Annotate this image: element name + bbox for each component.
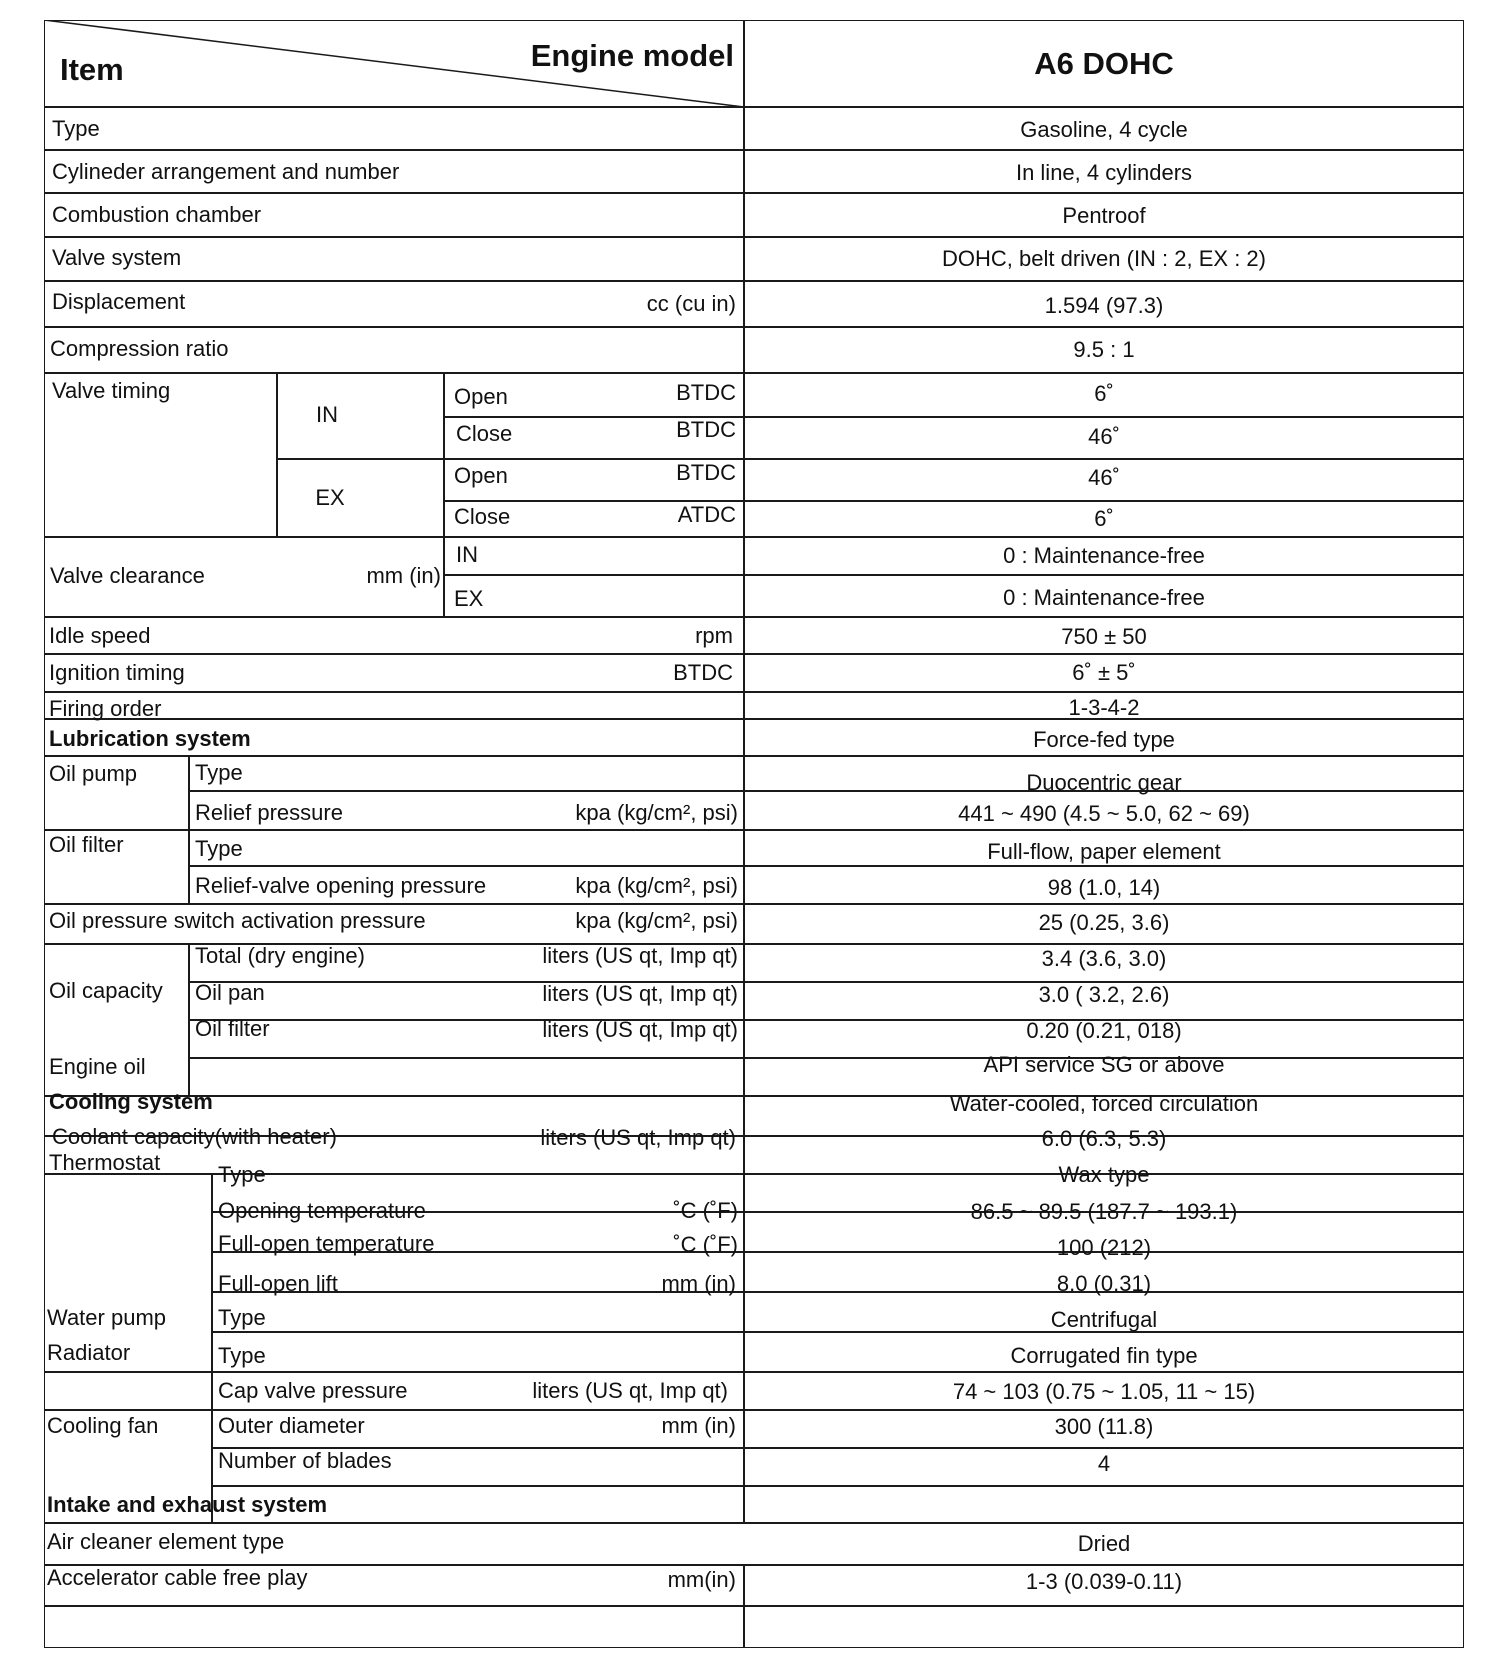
row-value: 8.0 (0.31) <box>1056 1271 1152 1296</box>
row-value: 100 (212) <box>1056 1235 1152 1260</box>
row-label: Oil pressure switch activation pressure <box>49 908 426 933</box>
row-value: Full-flow, paper element <box>987 839 1221 864</box>
sub-label: Number of blades <box>218 1448 392 1473</box>
row-label: Coolant capacity(with heater) <box>52 1124 337 1149</box>
row-value: 750 ± 50 <box>1061 624 1147 649</box>
item-header: Item <box>60 52 124 87</box>
sub-label: Relief-valve opening pressure <box>195 873 487 898</box>
row-value: Gasoline, 4 cycle <box>1020 117 1188 142</box>
valve-timing-ref: BTDC <box>676 460 736 485</box>
row-value: 9.5 : 1 <box>1073 337 1135 362</box>
sub-label: Cap valve pressure <box>218 1378 408 1403</box>
row-unit: liters (US qt, Imp qt) <box>540 1125 736 1150</box>
oil-filter-label: Oil filter <box>49 832 124 857</box>
row-value: Duocentric gear <box>1026 770 1182 795</box>
row-value: 86.5 ~ 89.5 (187.7 ~ 193.1) <box>970 1199 1238 1224</box>
row-value: 0 : Maintenance-free <box>1003 585 1205 610</box>
cooling-fan-label: Cooling fan <box>47 1413 159 1438</box>
row-label: Compression ratio <box>50 336 229 361</box>
row-value: 1-3-4-2 <box>1068 695 1140 720</box>
row-value: 6˚ <box>1094 381 1114 406</box>
row-value: Corrugated fin type <box>1010 1343 1198 1368</box>
row-value: Pentroof <box>1062 203 1146 228</box>
row-value: In line, 4 cylinders <box>1015 160 1193 185</box>
row-label: Air cleaner element type <box>47 1529 285 1554</box>
row-value: 0 : Maintenance-free <box>1003 543 1205 568</box>
row-label: Engine oil <box>49 1054 146 1079</box>
row-unit: kpa (kg/cm², psi) <box>575 873 738 898</box>
row-value: Force-fed type <box>1033 727 1175 752</box>
row-unit: mm (in) <box>661 1271 736 1296</box>
row-unit: BTDC <box>673 660 733 685</box>
section-lubrication: Lubrication system <box>49 726 251 751</box>
row-label: Idle speed <box>49 623 151 648</box>
water-pump-label: Water pump <box>47 1305 167 1330</box>
valve-timing-ex-open: Open <box>454 463 508 488</box>
sub-label: Oil filter <box>195 1016 270 1041</box>
sub-label: Type <box>218 1162 266 1187</box>
row-value: 0.20 (0.21, 018) <box>1026 1018 1182 1043</box>
row-value: 98 (1.0, 14) <box>1047 875 1161 900</box>
row-value: 6˚ <box>1094 506 1114 531</box>
row-value: 1-3 (0.039-0.11) <box>1025 1569 1183 1594</box>
model-name: A6 DOHC <box>1034 46 1174 81</box>
sub-label: Outer diameter <box>218 1413 365 1438</box>
row-unit: ˚C (˚F) <box>673 1232 738 1257</box>
valve-timing-label: Valve timing <box>52 378 171 403</box>
sub-label: Type <box>218 1305 266 1330</box>
sub-label: Type <box>195 760 243 785</box>
row-value: Water-cooled, forced circulation <box>949 1091 1259 1116</box>
row-unit: kpa (kg/cm², psi) <box>575 908 738 933</box>
row-label: Ignition timing <box>49 660 185 685</box>
row-value: Centrifugal <box>1050 1307 1158 1332</box>
row-unit: liters (US qt, Imp qt) <box>542 943 738 968</box>
sub-label: Type <box>218 1343 266 1368</box>
row-unit: mm(in) <box>667 1567 736 1592</box>
row-value: 1.594 (97.3) <box>1044 293 1164 318</box>
row-label: Combustion chamber <box>52 202 262 227</box>
row-unit: liters (US qt, Imp qt) <box>542 981 738 1006</box>
row-value: 300 (11.8) <box>1054 1414 1154 1439</box>
row-unit: liters (US qt, Imp qt) <box>532 1378 728 1403</box>
row-label: Displacement <box>52 289 186 314</box>
row-value: 46˚ <box>1088 424 1120 449</box>
row-value: 46˚ <box>1088 465 1120 490</box>
sub-label: Type <box>195 836 243 861</box>
row-unit: rpm <box>695 623 733 648</box>
row-value: 6˚ ± 5˚ <box>1072 660 1136 685</box>
valve-timing-in-close: Close <box>456 421 513 446</box>
sub-label: Full-open temperature <box>218 1231 435 1256</box>
row-value: DOHC, belt driven (IN : 2, EX : 2) <box>942 246 1266 271</box>
row-value: 25 (0.25, 3.6) <box>1038 910 1170 935</box>
engine-spec-table <box>44 20 1464 1648</box>
row-value: 74 ~ 103 (0.75 ~ 1.05, 11 ~ 15) <box>952 1379 1256 1404</box>
row-label: Type <box>52 116 100 141</box>
sub-label: Total (dry engine) <box>195 943 365 968</box>
row-value: Dried <box>1077 1531 1131 1556</box>
oil-pump-label: Oil pump <box>49 761 138 786</box>
thermostat-label: Thermostat <box>49 1150 161 1175</box>
row-label: Cylineder arrangement and number <box>52 159 400 184</box>
row-value: 6.0 (6.3, 5.3) <box>1041 1126 1167 1151</box>
sub-label: Oil pan <box>195 980 265 1005</box>
row-unit: liters (US qt, Imp qt) <box>542 1017 738 1042</box>
valve-clearance-unit: mm (in) <box>366 563 441 588</box>
row-value: API service SG or above <box>983 1052 1225 1077</box>
engine-model-header: Engine model <box>530 38 734 73</box>
section-intake-exhaust: Intake and exhaust system <box>47 1492 328 1517</box>
sub-label: Opening temperature <box>218 1198 426 1223</box>
valve-clearance-label: Valve clearance <box>50 563 205 588</box>
row-label: Firing order <box>49 696 162 721</box>
oil-capacity-label: Oil capacity <box>49 978 163 1003</box>
row-unit: mm (in) <box>661 1413 736 1438</box>
row-value: 4 <box>1097 1451 1111 1476</box>
valve-timing-ref: BTDC <box>676 380 736 405</box>
valve-clearance-in: IN <box>456 542 478 567</box>
radiator-label: Radiator <box>47 1340 131 1365</box>
valve-timing-in-open: Open <box>454 384 508 409</box>
sub-label: Relief pressure <box>195 800 343 825</box>
row-value: 3.0 ( 3.2, 2.6) <box>1038 982 1170 1007</box>
row-label: Accelerator cable free play <box>47 1565 308 1590</box>
valve-timing-ex-label: EX <box>315 485 345 510</box>
valve-clearance-ex: EX <box>454 586 484 611</box>
row-label: Valve system <box>52 245 182 270</box>
valve-timing-ref: BTDC <box>676 417 736 442</box>
valve-timing-in-label: IN <box>316 402 338 427</box>
row-unit: cc (cu in) <box>646 291 736 316</box>
row-value: Wax type <box>1058 1162 1150 1187</box>
row-unit: kpa (kg/cm², psi) <box>575 800 738 825</box>
section-cooling: Cooling system <box>49 1089 213 1114</box>
sub-label: Full-open lift <box>218 1271 338 1296</box>
row-unit: ˚C (˚F) <box>673 1198 738 1223</box>
valve-timing-ex-close: Close <box>454 504 511 529</box>
row-value: 441 ~ 490 (4.5 ~ 5.0, 62 ~ 69) <box>958 801 1250 826</box>
valve-timing-ref: ATDC <box>677 502 736 527</box>
row-value: 3.4 (3.6, 3.0) <box>1041 946 1167 971</box>
